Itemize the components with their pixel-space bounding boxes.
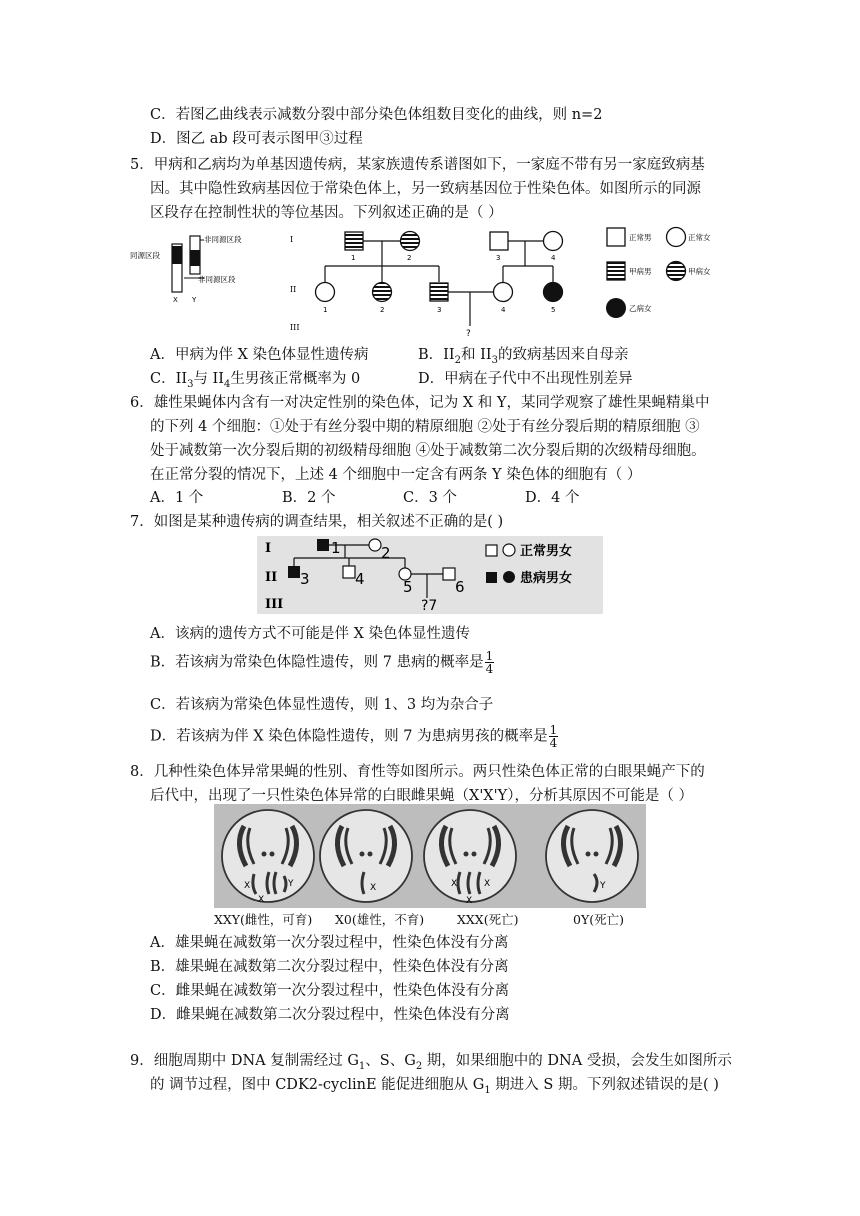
caption-xxy: XXY(雌性，可育) xyxy=(214,912,313,927)
svg-text:X: X xyxy=(484,879,491,889)
q7-option-a: A．该病的遗传方式不可能是伴 X 染色体显性遗传 xyxy=(150,626,471,642)
q9-stem-line-2: 的 调节过程，图中 CDK2-cyclinE 能促进细胞从 $G_1$ 期进入 S 期。下列叙述错误的是( ) xyxy=(150,1077,719,1096)
caption-0y: 0Y(死亡) xyxy=(573,912,624,927)
legend-normal-male: 正常男 xyxy=(629,233,652,242)
svg-text:Y: Y xyxy=(600,881,606,891)
fraction-one-quarter: $\frac{1}{4}$ xyxy=(485,649,494,676)
q6-stem-line-3: 处于减数第一次分裂后期的初级精母细胞 ④处于减数第二次分裂后期的次级精母细胞。 xyxy=(150,443,706,459)
svg-text:X: X xyxy=(466,896,473,906)
chrom-y-label: Y xyxy=(192,296,197,304)
q5-option-d: D．甲病在子代中不出现性别差异 xyxy=(418,371,633,387)
caption-x0: X0(雄性，不育) xyxy=(335,912,425,927)
svg-text:5: 5 xyxy=(403,578,413,596)
q6-stem-line-4: 在正常分裂的情况下，上述 4 个细胞中一定含有两条 Y 染色体的细胞有（ ） xyxy=(150,467,642,483)
q5-stem-line-3: 区段存在控制性状的等位基因。下列叙述正确的是（ ） xyxy=(150,205,503,221)
svg-text:Y: Y xyxy=(288,879,294,889)
q8-cells-figure xyxy=(214,804,646,908)
q7-option-b: B．若该病为常染色体隐性遗传，则 7 患病的概率是 $\frac{1}{4}$ xyxy=(150,649,494,676)
q5-legend xyxy=(605,226,715,326)
nonhomologous-top-label: 非同源区段 xyxy=(204,235,242,244)
svg-text:6: 6 xyxy=(455,578,465,596)
legend-yi-female: 乙病女 xyxy=(629,304,652,313)
homologous-label: 同源区段 xyxy=(130,251,160,260)
svg-text:3: 3 xyxy=(300,570,310,588)
q5-option-a: A．甲病为伴 X 染色体显性遗传病 xyxy=(150,347,369,363)
q4-option-c: C．若图乙曲线表示减数分裂中部分染色体组数目变化的曲线，则 n=2 xyxy=(150,107,603,123)
svg-text:X: X xyxy=(370,883,377,893)
q8-option-c: C．雌果蝇在减数第一次分裂过程中，性染色体没有分离 xyxy=(150,983,510,999)
svg-text:X: X xyxy=(451,879,458,889)
q8-option-a: A．雄果蝇在减数第一次分裂过程中，性染色体没有分离 xyxy=(150,935,509,951)
q5-option-c: C．$II_3$与 $II_4$生男孩正常概率为 0 xyxy=(150,371,361,390)
legend-jia-female: 甲病女 xyxy=(688,267,711,276)
svg-text:1: 1 xyxy=(323,306,328,314)
q6-option-a: A．1 个 xyxy=(150,490,204,506)
gen-label-I: I xyxy=(290,235,294,244)
q7-gen-III: III xyxy=(265,597,284,612)
q7-legend-normal: 正常男女 xyxy=(520,544,573,559)
svg-text:1: 1 xyxy=(331,539,341,557)
q8-stem-line-1: 8．几种性染色体异常果蝇的性别、育性等如图所示。两只性染色体正常的白眼果蝇产下的 xyxy=(130,764,705,780)
q8-stem-line-2: 后代中，出现了一只性染色体异常的白眼雌果蝇（X'X'Y），分析其原因不可能是（ ） xyxy=(150,788,694,804)
q7-option-c: C．若该病为常染色体显性遗传，则 1、3 均为杂合子 xyxy=(150,697,494,713)
q5-pedigree xyxy=(285,222,585,342)
homologous-region-figure xyxy=(130,232,265,304)
q8-option-b: B．雄果蝇在减数第二次分裂过程中，性染色体没有分离 xyxy=(150,959,509,975)
chrom-x-label: X xyxy=(173,296,178,304)
svg-text:4: 4 xyxy=(355,570,365,588)
q7-stem: 7．如图是某种遗传病的调查结果，相关叙述不正确的是( ) xyxy=(130,514,504,530)
nonhomologous-bottom-label: 非同源区段 xyxy=(198,275,236,284)
q5-stem-line-2: 因。其中隐性致病基因位于常染色体上，另一致病基因位于性染色体。如图所示的同源 xyxy=(150,181,701,197)
cell-x0 xyxy=(320,810,412,902)
svg-text:4: 4 xyxy=(551,254,556,262)
svg-text:1: 1 xyxy=(351,254,356,262)
q5-stem-line-1: 5．甲病和乙病均为单基因遗传病，某家族遗传系谱图如下，一家庭不带有另一家庭致病基 xyxy=(130,157,705,173)
cell-0y xyxy=(546,810,638,902)
svg-text:?7: ?7 xyxy=(421,598,438,614)
q6-stem-line-2: 的下列 4 个细胞：①处于有丝分裂中期的精原细胞 ②处于有丝分裂后期的精原细胞 ③ xyxy=(150,419,700,435)
q7-pedigree xyxy=(257,536,603,614)
q4-option-d: D．图乙 ab 段可表示图甲③过程 xyxy=(150,131,363,147)
svg-text:2: 2 xyxy=(380,306,385,314)
q8-option-d: D．雌果蝇在减数第二次分裂过程中，性染色体没有分离 xyxy=(150,1007,510,1023)
q6-stem-line-1: 6．雄性果蝇体内含有一对决定性别的染色体，记为 X 和 Y，某同学观察了雄性果蝇精巢中 xyxy=(130,395,710,411)
svg-text:5: 5 xyxy=(551,306,556,314)
q6-option-c: C．3 个 xyxy=(403,490,457,506)
q6-option-d: D．4 个 xyxy=(525,490,580,506)
svg-text:?: ? xyxy=(466,329,471,339)
q7-legend-affected: 患病男女 xyxy=(520,571,573,586)
q7-gen-II: II xyxy=(265,570,278,585)
svg-text:X: X xyxy=(244,881,251,891)
legend-normal-female: 正常女 xyxy=(688,233,711,242)
svg-text:3: 3 xyxy=(437,306,442,314)
gen-label-II: II xyxy=(290,285,297,294)
legend-jia-male: 甲病男 xyxy=(629,267,652,276)
q7-option-d: D．若该病为伴 X 染色体隐性遗传，则 7 为患病男孩的概率是 $\frac{1}{4}$ xyxy=(150,723,558,750)
svg-text:4: 4 xyxy=(501,306,506,314)
q5-option-b: B．$II_2$和 $II_3$的致病基因来自母亲 xyxy=(418,347,629,366)
q9-stem-line-1: 9．细胞周期中 DNA 复制需经过 $G_1$、S、$G_2$ 期，如果细胞中的 DNA 受损，会发生如图所示 xyxy=(130,1053,732,1072)
gen-label-III: III xyxy=(290,323,300,332)
svg-text:2: 2 xyxy=(407,254,412,262)
svg-text:X: X xyxy=(258,895,265,905)
svg-text:3: 3 xyxy=(496,254,501,262)
svg-text:2: 2 xyxy=(381,544,391,562)
caption-xxx: XXX(死亡) xyxy=(457,912,519,927)
q6-option-b: B．2 个 xyxy=(282,490,336,506)
q7-gen-I: I xyxy=(265,541,272,556)
fraction-one-quarter: $\frac{1}{4}$ xyxy=(549,723,558,750)
